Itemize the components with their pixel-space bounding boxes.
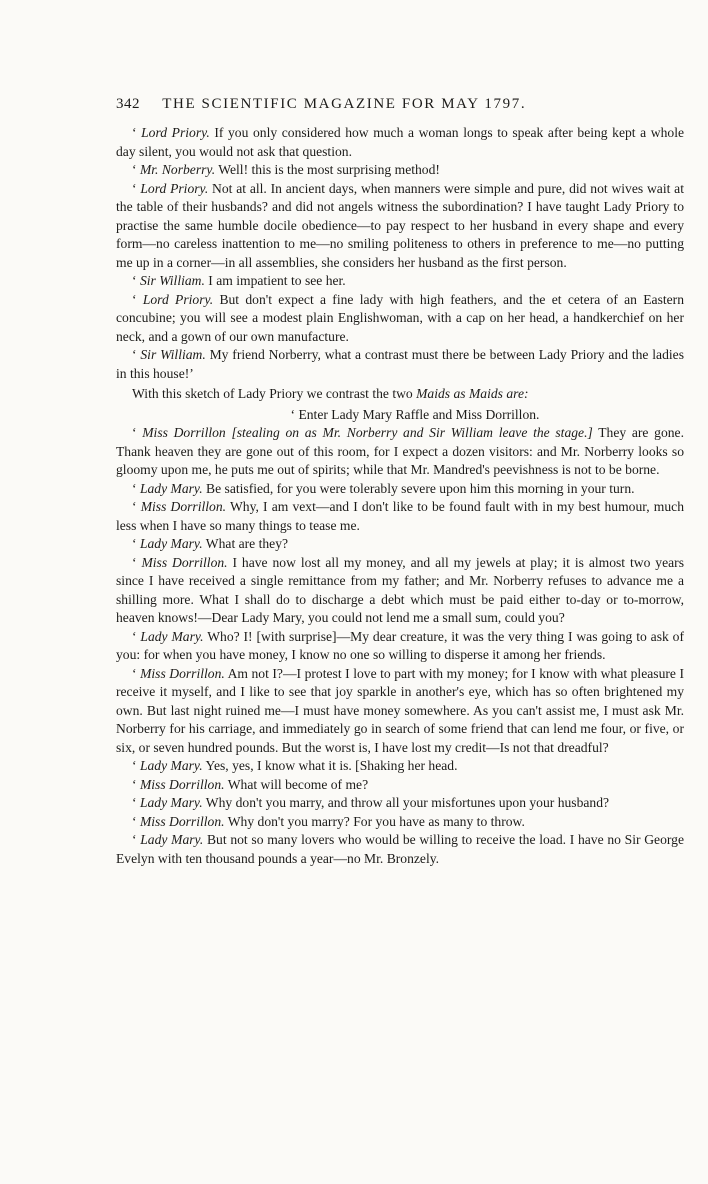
speech-text: Am not I?—I protest I love to part with my money; for I know with what pleasure I receive it myself, and I like to see that joy sparkle in another's eye, which has so often brightened my own. But last night ruined me—I must have money somewhere. As you can't assist me, I must ask Mr. Norberry for his carriage, and immediately go in search of some friend that can lend me four, or five, or six, or seven hundred pounds. But the worst is, I have lost my credit—Is not that dreadful?: [116, 665, 684, 755]
speaker-name: Lady Mary.: [139, 536, 203, 551]
speech-text: If you only considered how much a woman longs to speak after being kept a whole day silent, you would not ask that question.: [116, 125, 684, 159]
speaker-name: Miss Dorrillon.: [141, 554, 228, 570]
intro-paragraph: With this sketch of Lady Priory we contrast the two Maids as Maids are:: [132, 386, 529, 401]
dialogue-paragraph: ‘ Miss Dorrillon. Why, I am vext—and I don't like to be found fault with in my best humour, much less when I have so many things to tease me.: [116, 499, 684, 533]
speech-text: I have now lost all my money, and all my jewels at play; it is almost two years since I have received a single remittance from my father; and Mr. Norberry refuses to advance me a shilling more. What I shall do to discharge a debt which must be paid either to-day or to-morrow, heaven knows!—Dear Lady Mary, you could not lend me a small sum, could you?: [116, 554, 684, 625]
speech-text: What will become of me?: [224, 776, 369, 792]
stage-direction: [stealing on as Mr. Norberry and Sir William leave the stage.]: [231, 425, 593, 440]
page-header: [116, 96, 616, 113]
speech-text: They are gone. Thank heaven they are gone out of this room, for I expect a dozen visitors: and Mr. Norberry looks so gloomy upon me, he puts me out of spirits; while that Mr. Mandred's peevishness is not to be borne.: [116, 425, 684, 477]
running-title: THE SCIENTIFIC MAGAZINE FOR MAY 1797.: [162, 96, 527, 112]
speaker-name: Miss Dorrillon.: [139, 776, 225, 792]
speech-text: What are they?: [202, 536, 289, 551]
speaker-name: Sir William.: [139, 273, 205, 288]
speech-text: Why, I am vext—and I don't like to be found fault with in my best humour, much less when I have so many things to tease me.: [116, 499, 684, 533]
speech-text: Why don't you marry, and throw all your misfortunes upon your husband?: [202, 795, 610, 810]
speech-text: Who? I! [with surprise]—My dear creature, it was the very thing I was going to ask of you: for when you have money, I know no one so willing to disperse it among her friends.: [116, 628, 684, 662]
dialogue-paragraph: ‘ Mr. Norberry. Well! this is the most surprising method!: [132, 162, 440, 177]
speech-text: But don't expect a fine lady with high feathers, and the et cetera of an Eastern concubine; you will see a modest plain Englishwoman, with a cap on her head, a handkerchief on her neck, and a gown of our own manufacture.: [116, 291, 684, 344]
speaker-name: Mr. Norberry.: [139, 162, 216, 177]
dialogue-paragraph: ‘ Lord Priory. But don't expect a fine lady with high feathers, and the et cetera of an Eastern concubine; you will see a modest plain Englishwoman, with a cap on her head, a handkerchief on her neck, and a gown of our own manufacture.: [116, 291, 684, 344]
speaker-name: Lady Mary.: [139, 480, 203, 496]
dialogue-paragraph: ‘ Lady Mary. What are they?: [132, 536, 289, 551]
speaker-name: Lord Priory.: [142, 291, 214, 307]
speech-text: Not at all. In ancient days, when manners were simple and pure, did not wives wait at the table of their husbands? and did not angels witness the subordination? I have taught Lady Priory to practise the same humble docile obedience—to pay respect to her husband in every shape and every form—no careless inattention to me—no smiling politeness to others in preference to me—no putting me up in a corner—in all assemblies, she considers her husband as the first person.: [116, 180, 684, 270]
dialogue-paragraph: ‘ Lady Mary. Who? I! [with surprise]—My dear creature, it was the very thing I was going to ask of you: for when you have money, I know no one so willing to disperse it among her friends.: [116, 628, 684, 662]
speaker-name: Lord Priory.: [141, 125, 210, 140]
article-body: [116, 124, 684, 868]
speaker-name: Sir William.: [140, 347, 206, 362]
dialogue-paragraph: ‘ Miss Dorrillon. What will become of me?: [132, 776, 369, 792]
speech-text: Well! this is the most surprising method!: [215, 162, 440, 177]
speaker-name: Lady Mary.: [140, 832, 204, 847]
speech-text: My friend Norberry, what a contrast must there be between Lady Priory and the ladies in this house!’: [116, 347, 684, 381]
speaker-name: Lord Priory.: [140, 180, 209, 196]
dialogue-paragraph: ‘ Miss Dorrillon. Am not I?—I protest I love to part with my money; for I know with what pleasure I receive it myself, and I like to see that joy sparkle in another's eye, which has so often brightened my own. But last night ruined me—I must have money somewhere. As you can't assist me, I must ask Mr. Norberry for his carriage, and immediately go in search of some friend that can lend me four, or five, or six, or seven hundred pounds. But the worst is, I have lost my credit—Is not that dreadful?: [116, 665, 684, 755]
speaker-name: Miss Dorrillon.: [140, 499, 227, 514]
speech-text: But not so many lovers who would be willing to receive the load. I have no Sir George Evelyn with ten thousand pounds a year—no Mr. Bronzely.: [116, 832, 684, 866]
speech-text: Yes, yes, I know what it is. [Shaking her head.: [202, 758, 458, 773]
speaker-name: Lady Mary.: [139, 758, 203, 773]
dialogue-paragraph: ‘ Lady Mary. Be satisfied, for you were tolerably severe upon him this morning in your turn.: [132, 480, 635, 496]
speech-text: Be satisfied, for you were tolerably severe upon him this morning in your turn.: [202, 480, 635, 496]
dialogue-paragraph: ‘ Miss Dorrillon. Why don't you marry? For you have as many to throw.: [132, 813, 525, 829]
speaker-name: Miss Dorrillon: [142, 425, 226, 440]
speaker-name: Lady Mary.: [140, 628, 204, 644]
dialogue-paragraph: ‘ Miss Dorrillon. I have now lost all my money, and all my jewels at play; it is almost two years since I have received a single remittance from my father; and Mr. Norberry refuses to advance me a shilling more. What I shall do to discharge a debt which must be paid either to-day or to-morrow, heaven knows!—Dear Lady Mary, you could not lend me a small sum, could you?: [116, 554, 684, 625]
page-number: 342: [116, 96, 140, 112]
speech-text: I am impatient to see her.: [204, 273, 346, 288]
speaker-name: Miss Dorrillon.: [140, 665, 225, 681]
speech-text: Why don't you marry? For you have as many to throw.: [224, 813, 525, 829]
dialogue-paragraph: ‘ Lord Priory. If you only considered how much a woman longs to speak after being kept a whole day silent, you would not ask that question.: [116, 125, 684, 159]
speaker-name: Miss Dorrillon.: [139, 813, 225, 829]
dialogue-paragraph: ‘ Sir William. I am impatient to see her.: [132, 273, 346, 288]
dialogue-paragraph: ‘ Lady Mary. Yes, yes, I know what it is. [Shaking her head.: [132, 758, 458, 773]
dialogue-paragraph: ‘ Sir William. My friend Norberry, what a contrast must there be between Lady Priory and the ladies in this house!’: [116, 347, 684, 381]
stage-entrance: ‘ Enter Lady Mary Raffle and Miss Dorrillon.: [290, 406, 540, 422]
dialogue-paragraph: ‘ Lady Mary. Why don't you marry, and throw all your misfortunes upon your husband?: [132, 795, 610, 810]
speaker-name: Lady Mary.: [139, 795, 203, 810]
play-title: Maids as Maids are:: [416, 386, 529, 401]
dialogue-paragraph: ‘ Lady Mary. But not so many lovers who would be willing to receive the load. I have no Sir George Evelyn with ten thousand pounds a year—no Mr. Bronzely.: [116, 832, 684, 866]
dialogue-paragraph: ‘ Miss Dorrillon [stealing on as Mr. Norberry and Sir William leave the stage.] They are gone. Thank heaven they are gone out of this room, for I expect a dozen visitors: and Mr. Norberry looks so gloomy upon me, he puts me out of spirits; while that Mr. Mandred's peevishness is not to be borne.: [116, 425, 684, 477]
dialogue-paragraph: ‘ Lord Priory. Not at all. In ancient days, when manners were simple and pure, did not wives wait at the table of their husbands? and did not angels witness the subordination? I have taught Lady Priory to practise the same humble docile obedience—to pay respect to her husband in every shape and every form—no careless inattention to me—no smiling politeness to others in preference to me—no putting me up in a corner—in all assemblies, she considers her husband as the first person.: [116, 180, 684, 270]
